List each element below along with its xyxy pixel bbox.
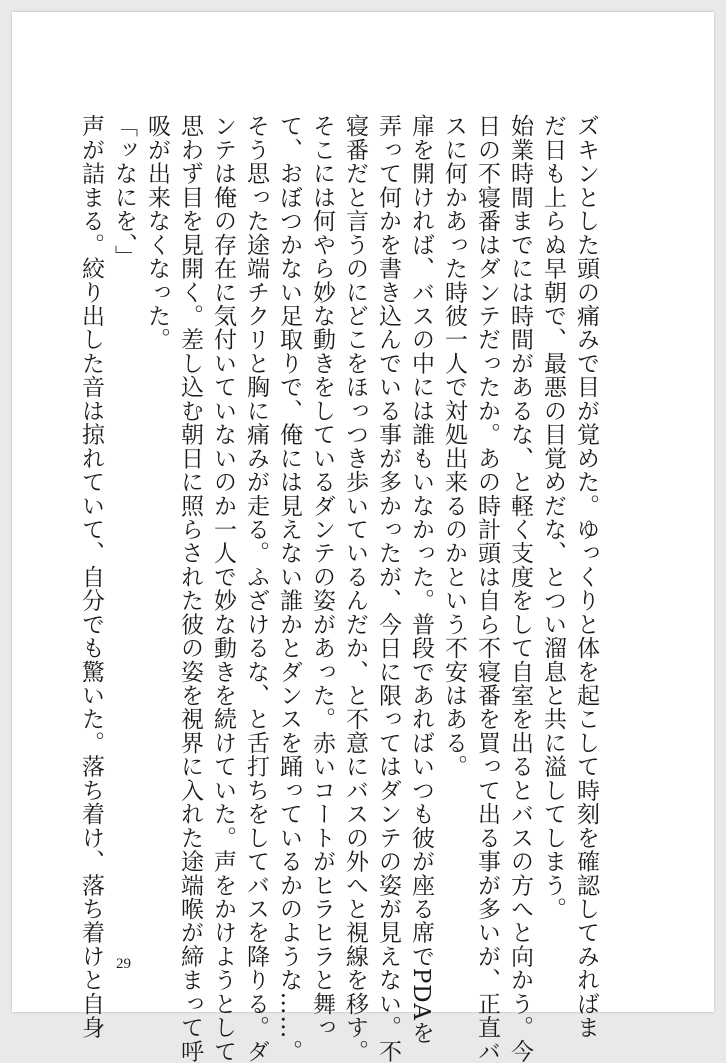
text-line: 日の不寝番はダンテだったか。あの時計頭は自ら不寝番を買って出る事が多いが、正直バ: [474, 114, 500, 1063]
text-line: 弄って何かを書き込んでいる事が多かったが、今日に限ってはダンテの姿が見えない。不: [375, 114, 401, 1063]
text-line: 寝番だと言うのにどこをほっつき歩いているんだか、と不意にバスの外へと視線を移す。: [342, 114, 368, 1063]
text-line: 始業時間までには時間があるな、と軽く支度をして自室を出るとバスの方へと向かう。今: [507, 114, 533, 1063]
text-line: 「ッなにを、」: [111, 114, 137, 269]
text-line: 扉を開ければ、バスの中には誰もいなかった。普段であればいつも彼が座る席でPDAを: [408, 114, 434, 1045]
text-line: ズキンとした頭の痛みで目が覚めた。ゆっくりと体を起こして時刻を確認してみればま: [573, 114, 599, 1040]
text-line: 声が詰まる。絞り出した音は掠れていて、自分でも驚いた。落ち着け、落ち着けと自身: [78, 114, 104, 1040]
text-line: て、おぼつかない足取りで、俺には見えない誰かとダンスを踊っているかのような……。: [276, 114, 302, 1063]
text-line: そこには何やら妙な動きをしているダンテの姿があった。赤いコートがヒラヒラと舞っ: [309, 114, 335, 1040]
text-line: スに何かあった時彼一人で対処出来るのかという不安はある。: [441, 114, 467, 779]
book-page: [12, 12, 714, 1063]
text-line: ンテは俺の存在に気付いていないのか一人で妙な動きを続けていた。声をかけようとして: [210, 114, 236, 1063]
text-line: そう思った途端チクリと胸に痛みが走る。ふざけるな、と舌打ちをしてバスを降りる。ダ: [243, 114, 269, 1063]
page-number: 29: [116, 956, 131, 972]
text-line: 思わず目を見開く。差し込む朝日に照らされた彼の姿を視界に入れた途端喉が締まって呼: [177, 114, 203, 1063]
text-line: だ日も上らぬ早朝で、最悪の目覚めだな、とつい溜息と共に溢してしまう。: [540, 114, 566, 921]
text-line: 吸が出来なくなった。: [144, 114, 170, 352]
